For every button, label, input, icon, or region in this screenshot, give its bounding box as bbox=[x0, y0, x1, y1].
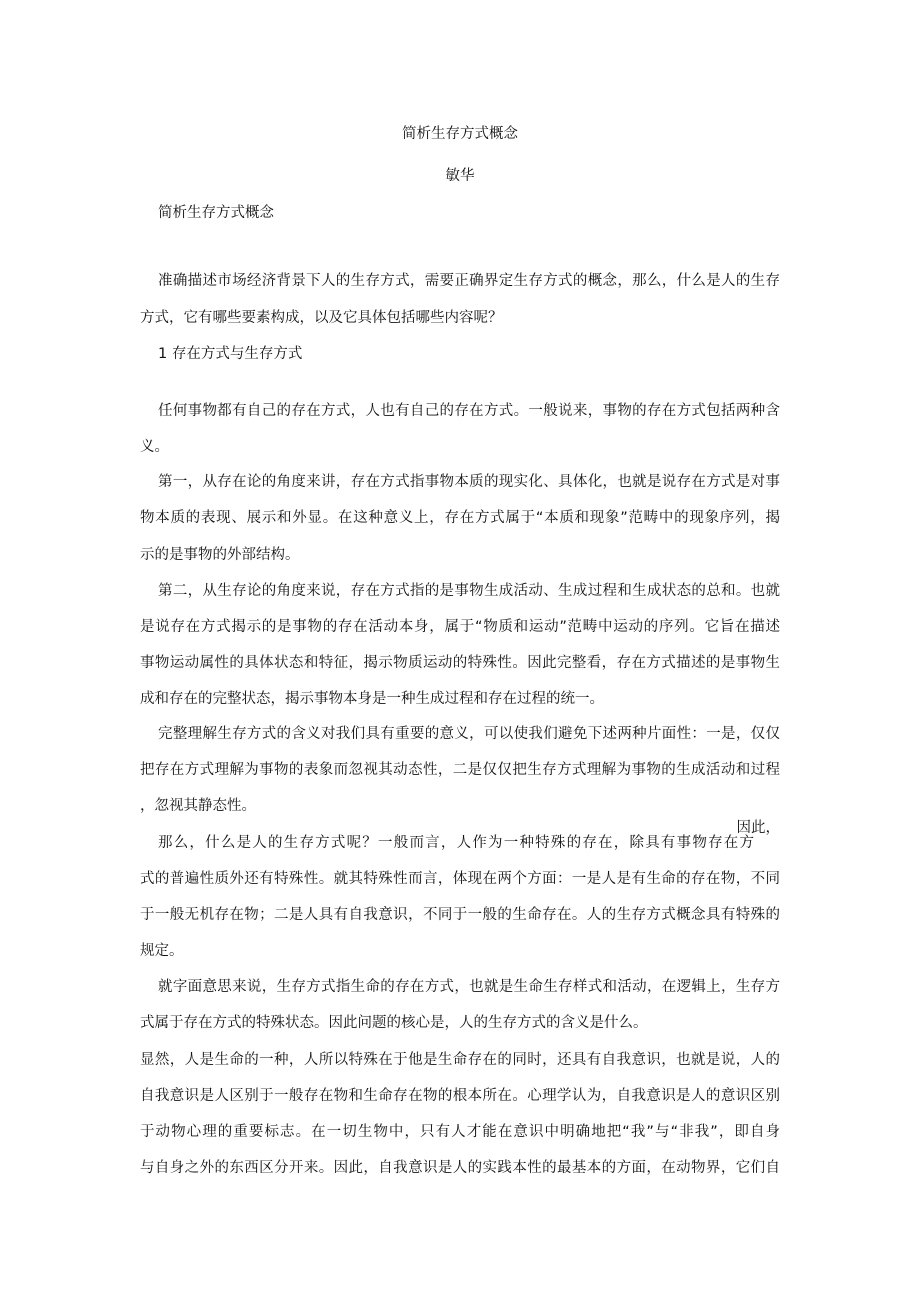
paragraph-line: 物本质的表现、展示和外显。在这种意义上，存在方式属于“本质和现象”范畴中的现象序列，揭 bbox=[140, 510, 780, 526]
paragraph-line: 完整理解生存方式的含义对我们具有重要的意义，可以使我们避免下述两种片面性：一是，仅仅 bbox=[158, 726, 780, 742]
paragraph-line: 规定。 bbox=[140, 943, 184, 959]
author: 敏华 bbox=[445, 168, 475, 184]
paragraph-line: ，忽视其静态性。 bbox=[140, 798, 256, 814]
paragraph-line: 方式，它有哪些要素构成，以及它具体包括哪些内容呢？ bbox=[140, 310, 503, 326]
paragraph-line: 式的普遍性质外还有特殊性。就其特殊性而言，体现在两个方面：一是人是有生命的存在物，不同 bbox=[140, 871, 780, 887]
paragraph-line: 任何事物都有自己的存在方式，人也有自己的存在方式。一般说来，事物的存在方式包括两种含 bbox=[158, 403, 780, 419]
paragraph-line: 义。 bbox=[140, 439, 169, 455]
paragraph-line: 事物运动属性的具体状态和特征，揭示物质运动的特殊性。因此完整看，存在方式描述的是事物生 bbox=[140, 655, 780, 671]
paragraph-line: 示的是事物的外部结构。 bbox=[140, 547, 300, 563]
section-heading: 1 存在方式与生存方式 bbox=[158, 346, 303, 362]
paragraph-line: 是说存在方式揭示的是事物的存在活动本身，属于“物质和运动”范畴中运动的序列。它旨在描述 bbox=[140, 619, 780, 635]
paragraph-line: 于动物心理的重要标志。在一切生物中，只有人才能在意识中明确地把“我”与“非我”，即自身 bbox=[140, 1124, 780, 1140]
paragraph-line: 式属于存在方式的特殊状态。因此问题的核心是，人的生存方式的含义是什么。 bbox=[140, 1015, 648, 1031]
paragraph-line: 那么，什么是人的生存方式呢？一般而言，人作为一种特殊的存在，除具有事物存在方 bbox=[158, 835, 754, 851]
floating-text: 因此， bbox=[736, 820, 780, 836]
document-title: 简析生存方式概念 bbox=[402, 126, 518, 142]
paragraph-line: 准确描述市场经济背景下人的生存方式，需要正确界定生存方式的概念，那么，什么是人的生存 bbox=[158, 273, 780, 289]
paragraph-line: 就字面意思来说，生存方式指生命的存在方式，也就是生命生存样式和活动，在逻辑上，生存方 bbox=[158, 979, 780, 995]
subtitle: 简析生存方式概念 bbox=[158, 205, 274, 221]
paragraph-line: 自我意识是人区别于一般存在物和生命存在物的根本所在。心理学认为，自我意识是人的意识区别 bbox=[140, 1088, 780, 1104]
paragraph-line: 显然，人是生命的一种，人所以特殊在于他是生命存在的同时，还具有自我意识，也就是说，人的 bbox=[140, 1052, 780, 1068]
paragraph-line: 第一，从存在论的角度来讲，存在方式指事物本质的现实化、具体化，也就是说存在方式是对事 bbox=[158, 474, 780, 490]
paragraph-line: 成和存在的完整状态，揭示事物本身是一种生成过程和存在过程的统一。 bbox=[140, 691, 604, 707]
paragraph-line: 把存在方式理解为事物的表象而忽视其动态性，二是仅仅把生存方式理解为事物的生成活动和过程 bbox=[140, 762, 780, 778]
paragraph-line: 与自身之外的东西区分开来。因此，自我意识是人的实践本性的最基本的方面，在动物界，它们自 bbox=[140, 1160, 780, 1176]
paragraph-line: 第二，从生存论的角度来说，存在方式指的是事物生成活动、生成过程和生成状态的总和。也就 bbox=[158, 583, 780, 599]
paragraph-line: 于一般无机存在物；二是人具有自我意识，不同于一般的生命存在。人的生存方式概念具有特殊的 bbox=[140, 907, 780, 923]
